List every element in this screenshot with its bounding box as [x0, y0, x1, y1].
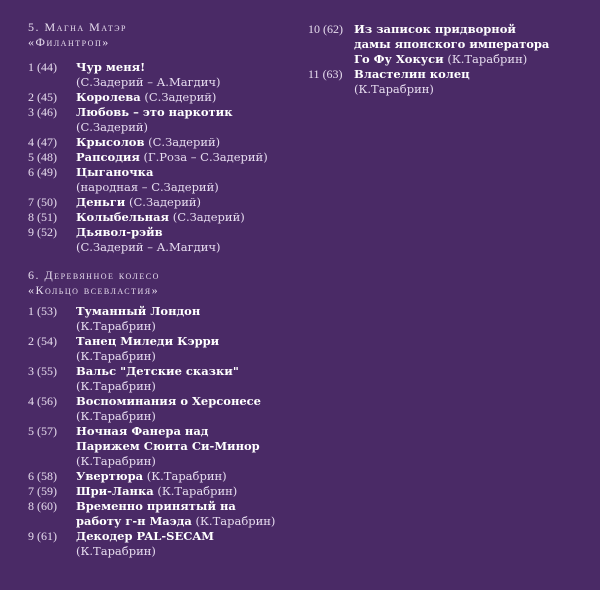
- track-title: Крысолов: [76, 135, 145, 149]
- track-title: Шри-Ланка: [76, 484, 154, 498]
- track-credit: (С.Задерий – А.Магдич): [76, 240, 221, 254]
- track-title-line: Временно принятый на: [76, 499, 236, 513]
- track-title: Цыганочка: [76, 165, 154, 179]
- track-title: Деньги: [76, 195, 126, 209]
- track-title: Увертюра: [76, 469, 144, 483]
- track-credit: (К.Тарабрин): [76, 379, 156, 393]
- track-title: Воспоминания о Херсонесе: [76, 394, 261, 408]
- track-credit: (К.Тарабрин): [76, 544, 156, 558]
- track-title-line: Го Фу Хокуси: [354, 52, 444, 66]
- track-credit: (К.Тарабрин): [447, 52, 528, 66]
- track-credit: (С.Задерий): [129, 195, 202, 209]
- track-title: Декодер PAL-SECAM: [76, 529, 215, 543]
- track-number: 1: [28, 60, 34, 74]
- track-credit: (С.Задерий): [148, 135, 221, 149]
- track-credit: (народная – С.Задерий): [76, 180, 219, 194]
- track-title-line: дамы японского императора: [354, 37, 550, 51]
- track-title-line: Ночная Фанера над: [76, 424, 209, 438]
- track-credit: (К.Тарабрин): [76, 409, 156, 423]
- track-title-line: Парижем Сюита Си-Минор: [76, 439, 260, 453]
- section-subheading: «Филантроп»: [28, 35, 110, 49]
- section-magna-mater: [28, 20, 127, 50]
- track-credit: (К.Тарабрин): [195, 514, 276, 528]
- track-title-line: Из записок придворной: [354, 22, 516, 36]
- track-credit: (С.Задерий): [144, 90, 217, 104]
- section-wooden-wheel: [28, 268, 160, 298]
- track-original-number: (44): [37, 60, 57, 74]
- track-title: Любовь – это наркотик: [76, 105, 233, 119]
- track-credit: (К.Тарабрин): [76, 319, 156, 333]
- track-credit: (К.Тарабрин): [354, 82, 434, 96]
- track-credit: (Г.Роза – С.Задерий): [143, 150, 268, 164]
- track-title: Танец Миледи Кэрри: [76, 334, 220, 348]
- section-heading: 6. Деревянное колесо: [28, 268, 160, 282]
- track-credit: (С.Задерий): [172, 210, 245, 224]
- track-title: Рапсодия: [76, 150, 140, 164]
- track-title: Дьявол-рэйв: [76, 225, 163, 239]
- track-credit: (С.Задерий): [76, 120, 149, 134]
- track-title: Туманный Лондон: [76, 304, 201, 318]
- track-credit: (К.Тарабрин): [146, 469, 227, 483]
- section-heading: 5. Магна Матэр: [28, 20, 127, 34]
- track-title: Вальс "Детские сказки": [76, 364, 239, 378]
- track-credit: (К.Тарабрин): [76, 349, 156, 363]
- section-subheading: «Кольцо всевластия»: [28, 283, 160, 297]
- track-title: Колыбельная: [76, 210, 170, 224]
- track-credit: (К.Тарабрин): [76, 454, 156, 468]
- track-title-line: работу г-н Маэда: [76, 514, 192, 528]
- track-credit: (С.Задерий – А.Магдич): [76, 75, 221, 89]
- track-title: Властелин колец: [354, 67, 470, 81]
- track-title: Королева: [76, 90, 141, 104]
- track-title: Чур меня!: [76, 60, 146, 74]
- track-credit: (К.Тарабрин): [157, 484, 238, 498]
